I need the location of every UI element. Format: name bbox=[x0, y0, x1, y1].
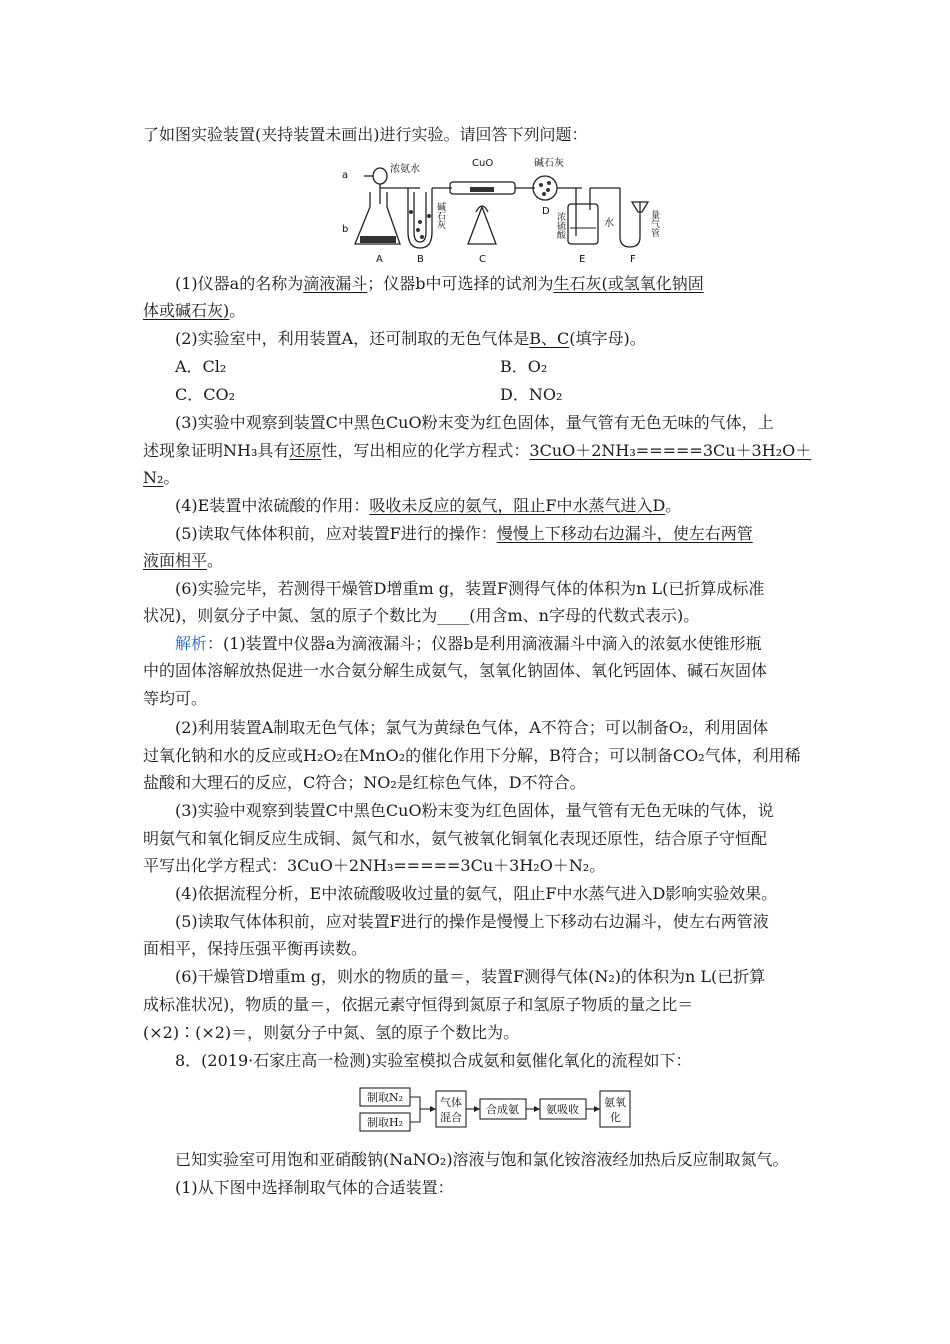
label-water: 水 bbox=[604, 218, 614, 229]
analysis-p3-line3: 平写出化学方程式：3CuO＋2NH₃=====3Cu＋3H₂O＋N₂。 bbox=[143, 856, 606, 875]
analysis-p2-line3: 盐酸和大理石的反应，C符合；NO₂是红棕色气体，D不符合。 bbox=[143, 773, 586, 792]
label-a: a bbox=[342, 170, 349, 181]
q1-line1: (1)仪器a的名称为滴液漏斗；仪器b中可选择的试剂为生石灰(或氢氧化钠固 bbox=[175, 274, 704, 293]
intro-text: 了如图实验装置(夹持装置未画出)进行实验。请回答下列问题： bbox=[143, 125, 588, 144]
q3-line1: (3)实验中观察到装置C中黑色CuO粉末变为红色固体，量气管有无色无味的气体，上 bbox=[175, 413, 774, 432]
analysis-p6-line3: (×2)∶(×2)＝，则氨分子中氮、氢的原子个数比为。 bbox=[143, 1023, 520, 1042]
label-conc-ammonia: 浓氨水 bbox=[390, 164, 420, 175]
q5-line1: (5)读取气体体积前，应对装置F进行的操作：慢慢上下移动右边漏斗，使左右两管 bbox=[175, 524, 753, 543]
q5-answer1: 慢慢上下移动右边漏斗，使左右两管 bbox=[496, 524, 753, 543]
label-gas-tube: 量气管 bbox=[649, 210, 659, 237]
bottle-e bbox=[568, 204, 598, 244]
q6-line2: 状况)，则氨分子中氮、氢的原子个数比为____(用含m、n字母的代数式表示)。 bbox=[143, 606, 700, 625]
analysis-p4-line1: (4)依据流程分析，E中浓硫酸吸收过量的氨气，阻止F中水蒸气进入D影响实验效果。 bbox=[175, 884, 778, 903]
q4-line: (4)E装置中浓硫酸的作用：吸收未反应的氨气，阻止F中水蒸气进入D。 bbox=[175, 496, 682, 515]
label-e-letter: E bbox=[579, 254, 586, 264]
q1-answer1: 滴液漏斗 bbox=[303, 274, 368, 293]
q1-answer2a: 生石灰(或氢氧化钠固 bbox=[553, 274, 704, 293]
analysis-p1-line2: 中的固体溶解放热促进一水合氨分解生成氨气，氢氧化钠固体、氧化钙固体、碱石灰固体 bbox=[143, 661, 768, 680]
flow-mix-label2: 混合 bbox=[440, 1111, 462, 1124]
flow-ox-label1: 氨氧 bbox=[604, 1096, 626, 1109]
q1-answer2b: 体或碱石灰) bbox=[143, 301, 230, 320]
analysis-p6-line1: (6)干燥管D增重m g，则水的物质的量＝，装置F测得气体(N₂)的体积为n L(已折算 bbox=[175, 967, 766, 986]
label-a-letter: A bbox=[376, 254, 383, 264]
analysis-label: 解析 bbox=[175, 634, 208, 653]
analysis-p1-line3: 等均可。 bbox=[143, 689, 208, 708]
flow-synth-label: 合成氨 bbox=[486, 1103, 519, 1116]
flow-n2-label: 制取N₂ bbox=[367, 1091, 404, 1104]
option-a: A．Cl₂ bbox=[175, 357, 227, 376]
analysis-p3-line1: (3)实验中观察到装置C中黑色CuO粉末变为红色固体，量气管有无色无味的气体，说 bbox=[175, 801, 774, 820]
option-b: B．O₂ bbox=[500, 357, 548, 376]
apparatus-diagram bbox=[330, 152, 670, 264]
q1-line2: 体或碱石灰)。 bbox=[143, 301, 246, 320]
label-soda-lime-b: 碱石灰 bbox=[435, 202, 445, 229]
sub1-text: (1)从下图中选择制取气体的合适装置： bbox=[175, 1178, 454, 1197]
q5-line2: 液面相平。 bbox=[143, 551, 224, 570]
option-d: D．NO₂ bbox=[500, 385, 563, 404]
known-text: 已知实验室可用饱和亚硝酸钠(NaNO₂)溶液与饱和氯化铵溶液经加热后反应制取氮气。 bbox=[175, 1150, 789, 1169]
analysis-p1-line1: 解析：(1)装置中仪器a为滴液漏斗；仪器b是利用滴液漏斗中滴入的浓氨水使锥形瓶 bbox=[175, 634, 762, 653]
analysis-p5-line2: 面相平，保持压强平衡再读数。 bbox=[143, 939, 368, 958]
u-tube-b bbox=[408, 188, 432, 248]
label-conc-h2so4: 浓硫酸 bbox=[555, 212, 565, 239]
q6-blank: ____ bbox=[437, 606, 470, 625]
q2-answer: B、C bbox=[529, 329, 570, 348]
analysis-p2-line1: (2)利用装置A制取无色气体；氯气为黄绿色气体，A不符合；可以制备O₂，利用固体 bbox=[175, 718, 769, 737]
analysis-p6-line2: 成标准状况)，物质的量＝，依据元素守恒得到氮原子和氢原子物质的量之比＝ bbox=[143, 995, 694, 1014]
q4-answer: 吸收未反应的氨气，阻止F中水蒸气进入D bbox=[369, 496, 666, 515]
option-c: C．CO₂ bbox=[175, 385, 236, 404]
burner-c bbox=[468, 207, 496, 244]
q3-answer2: 3CuO＋2NH₃=====3Cu＋3H₂O＋ bbox=[529, 441, 812, 460]
q2-line: (2)实验室中，利用装置A，还可制取的无色气体是B、C(填字母)。 bbox=[175, 329, 646, 348]
gas-tube-f bbox=[620, 188, 640, 247]
label-c-letter: C bbox=[479, 254, 486, 264]
analysis-p2-line2: 过氧化钠和水的反应或H₂O₂在MnO₂的催化作用下分解，B符合；可以制备CO₂气体，利用稀 bbox=[143, 746, 801, 765]
analysis-p5-line1: (5)读取气体体积前，应对装置F进行的操作是慢慢上下移动右边漏斗，使左右两管液 bbox=[175, 912, 769, 931]
analysis-p3-line2: 明氨气和氧化铜反应生成铜、氮气和水，氨气被氧化铜氧化表现还原性，结合原子守恒配 bbox=[143, 829, 768, 848]
q6-line1: (6)实验完毕，若测得干燥管D增重m g，装置F测得气体的体积为n L(已折算成标准 bbox=[175, 579, 765, 598]
label-f-letter: F bbox=[630, 254, 636, 264]
label-soda-lime-d: 碱石灰 bbox=[534, 158, 564, 169]
drying-tube-d bbox=[533, 176, 557, 200]
flow-ox-label2: 化 bbox=[610, 1111, 621, 1124]
label-cuo: CuO bbox=[472, 158, 494, 169]
q3-answer1: 还原 bbox=[289, 441, 322, 460]
label-b-letter: B bbox=[417, 254, 424, 264]
q3-line2: 述现象证明NH₃具有还原性，写出相应的化学方程式：3CuO＋2NH₃=====3Cu＋3H₂O＋ bbox=[143, 441, 812, 460]
q8-title: 8．(2019·石家庄高一检测)实验室模拟合成氨和氨催化氧化的流程如下： bbox=[175, 1051, 692, 1070]
label-b: b bbox=[342, 224, 349, 235]
funnel-a bbox=[373, 168, 387, 184]
flow-h2-label: 制取H₂ bbox=[367, 1116, 404, 1129]
label-d-letter: D bbox=[542, 206, 550, 217]
flow-diagram bbox=[358, 1085, 638, 1135]
flow-absorb-label: 氨吸收 bbox=[546, 1103, 579, 1116]
flow-mix-label1: 气体 bbox=[440, 1096, 462, 1109]
q3-line3: N₂。 bbox=[143, 468, 180, 487]
q5-answer2: 液面相平 bbox=[143, 551, 208, 570]
